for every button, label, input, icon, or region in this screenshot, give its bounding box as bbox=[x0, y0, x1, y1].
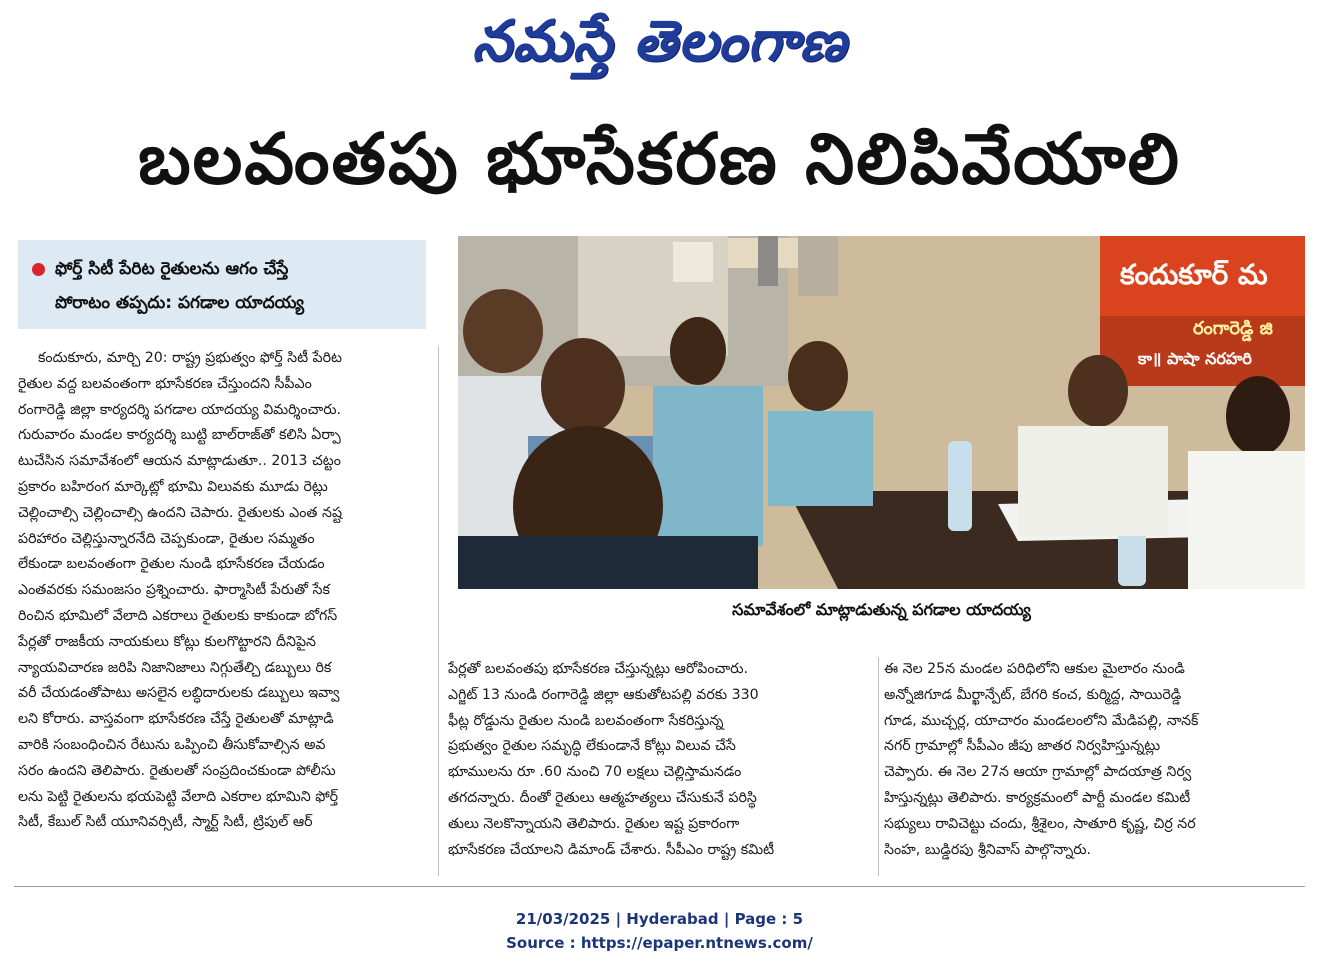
article-line: లేకుండా బలవంతంగా రైతుల నుండి భూసేకరణ చేయడం bbox=[18, 556, 325, 573]
article-line: సిటీ, కేబుల్ సిటీ యూనివర్సిటీ, స్మార్ట్ సిటీ, ట్రిపుల్ ఆర్ bbox=[18, 814, 313, 831]
article-line: పేర్లతో బలవంతపు భూసేకరణ చేస్తున్నట్లు ఆరోపించారు. bbox=[448, 661, 749, 677]
headline: బలవంతపు భూసేకరణ నిలిపివేయాలి bbox=[138, 118, 1181, 200]
article-line: చెల్లించాల్సి చెల్లించాల్సి ఉందని చెపారు. రైతులకు ఎంత నష్ట bbox=[18, 504, 343, 521]
subhead-line-1 bbox=[32, 252, 416, 286]
article-column-3 bbox=[884, 657, 1308, 863]
article-line: కందుకూరు, మార్చి 20: రాష్ట్ర ప్రభుత్వం ఫోర్త్ సిటీ పేరిట bbox=[38, 350, 343, 366]
article-line: రంగారెడ్డి జిల్లా కార్యదర్శి పగడాల యాదయ్య విమర్శించారు. bbox=[18, 401, 342, 418]
article-line: న్యాయవిచారణ జరిపి నిజానిజాలు నిగ్గుతేల్చి డబ్బులు రిక bbox=[18, 659, 332, 676]
article-line: రించిన భూమిలో వేలాది ఎకరాలు రైతులకు కాకుండా బోగస్ bbox=[18, 607, 338, 624]
article-line: చెప్పారు. ఈ నెల 27న ఆయా గ్రామాల్లో పాదయాత్ర నిర్వ bbox=[884, 764, 1192, 781]
photo-caption: సమావేశంలో మాట్లాడుతున్న పగడాల యాదయ్య bbox=[732, 600, 1031, 619]
news-photo bbox=[458, 236, 1305, 589]
article-line: ప్రకారం బహిరంగ మార్కెట్లో భూమి విలువకు మూడు రెట్లు bbox=[18, 478, 328, 495]
article-line: భూసేకరణ చేయాలని డిమాండ్ చేశారు. సీపీఎం రాష్ట్ర కమిటీ bbox=[448, 841, 775, 858]
article-line: సరం ఉందని తెలిపారు. రైతులతో సంప్రదించకుండా పోలీసు bbox=[18, 762, 336, 779]
article-line: రైతుల వద్ద బలవంతంగా భూసేకరణ చేస్తుందని సీపీఎం bbox=[18, 375, 312, 392]
article-line: నగర్ గ్రామాల్లో సీపీఎం జీపు జాతర నిర్వహిస్తున్నట్లు bbox=[884, 738, 1161, 755]
column-divider bbox=[438, 346, 439, 876]
subhead-text-1: ఫోర్త్ సిటీ పేరిట రైతులను ఆగం చేస్తే bbox=[55, 259, 289, 279]
article-line: హిస్తున్నట్లు తెలిపారు. కార్యక్రమంలో పార్టీ మండల కమిటీ bbox=[884, 789, 1191, 806]
subhead-line-2: పోరాటం తప్పదు: పగడాల యాదయ్య bbox=[55, 293, 305, 313]
article-line: ప్రభుత్వం రైతుల సమృద్ధి లేకుండానే కోట్లు విలువ చేసే bbox=[448, 738, 736, 755]
footer-source-link[interactable]: Source : https://epaper.ntnews.com/ bbox=[506, 934, 813, 952]
article-line: పరిహారం చెల్లిస్తున్నారనేది చెప్పకుండా, రైతుల సమ్మతం bbox=[18, 530, 315, 547]
footer-divider bbox=[14, 886, 1305, 887]
article-line: సింహ, బుడ్డిరపు శ్రీనివాస్ పాల్గొన్నారు. bbox=[884, 841, 1092, 858]
article-line: పేర్లతో రాజకీయ నాయకులు కోట్లు కులగొట్టారని దీనిపైన bbox=[18, 633, 316, 650]
article-line: గురువారం మండల కార్యదర్శి బుట్టి బాల్‌రాజ్‌తో కలిసి ఏర్పా bbox=[18, 427, 341, 444]
article-line: భూములను రూ .60 నుంచి 70 లక్షలు చెల్లిస్తామనడం bbox=[448, 764, 742, 781]
article-line: సభ్యులు రావిచెట్టు చందు, శ్రీశైలం, సాతూరి కృష్ణ, చిర్ర నర bbox=[884, 815, 1196, 832]
article-line: అన్నోజిగూడ మీర్ఖాన్పేట్, బేగరి కంచ, కుర్మిద్ద, సాయిరెడ్డి bbox=[884, 686, 1182, 703]
footer-date-page: 21/03/2025 | Hyderabad | Page : 5 bbox=[515, 910, 804, 928]
banner-text-1: కందుకూర్ మ bbox=[1120, 258, 1268, 291]
banner-text-3: కా॥ పాషా నరహరి bbox=[1138, 349, 1252, 368]
masthead-logo: నమస్తే తెలంగాణ bbox=[472, 8, 847, 74]
article-line: ఈ నెల 25న మండల పరిధిలోని ఆకుల మైలారం నుండి bbox=[884, 661, 1185, 677]
article-line: టుచేసిన సమావేశంలో ఆయన మాట్లాడుతూ.. 2013 చట్టం bbox=[18, 453, 341, 470]
article-line: ఎంతవరకు సమంజసం ప్రశ్నించారు. ఫార్మాసిటీ పేరుతో సేక bbox=[18, 582, 330, 599]
subhead-box bbox=[18, 240, 426, 329]
article-line: గూడ, ముచ్చర్ల, యాచారం మండలంలోని మేడిపల్లి, నానక్ bbox=[884, 712, 1199, 729]
article-column-1 bbox=[18, 346, 430, 836]
article-line: ఎగ్జిట్ 13 నుండి రంగారెడ్డి జిల్లా ఆకుతోటపల్లి వరకు 330 bbox=[448, 686, 759, 703]
article-line: వరీ చేయడంతోపాటు అసలైన లబ్ధిదారులకు డబ్బులు ఇవ్వా bbox=[18, 685, 340, 702]
article-line: లని కోరారు. వాస్తవంగా భూసేకరణ చేస్తే రైతులతో మాట్లాడి bbox=[18, 711, 334, 728]
article-column-2 bbox=[448, 657, 872, 863]
banner-text-2: రంగారెడ్డి జి bbox=[1193, 318, 1273, 339]
column-divider bbox=[878, 657, 879, 876]
article-line: వారికి సంబంధించిన రేటును ఒప్పించి తీసుకోవాల్సిన అవ bbox=[18, 736, 326, 753]
article-line: లను పెట్టి రైతులను భయపెట్టి వేలాది ఎకరాల భూమిని ఫోర్త్ bbox=[18, 788, 339, 805]
article-line: తగదన్నారు. దీంతో రైతులు ఆత్మహత్యలు చేసుకునే పరిస్థి bbox=[448, 789, 757, 806]
bullet-icon bbox=[32, 263, 45, 276]
article-line: తులు నెలకొన్నాయని తెలిపారు. రైతుల ఇష్ట ప్రకారంగా bbox=[448, 815, 740, 832]
article-line: ఫీట్ల రోడ్డును రైతుల నుండి బలవంతంగా సేకరిస్తున్న bbox=[448, 712, 724, 729]
